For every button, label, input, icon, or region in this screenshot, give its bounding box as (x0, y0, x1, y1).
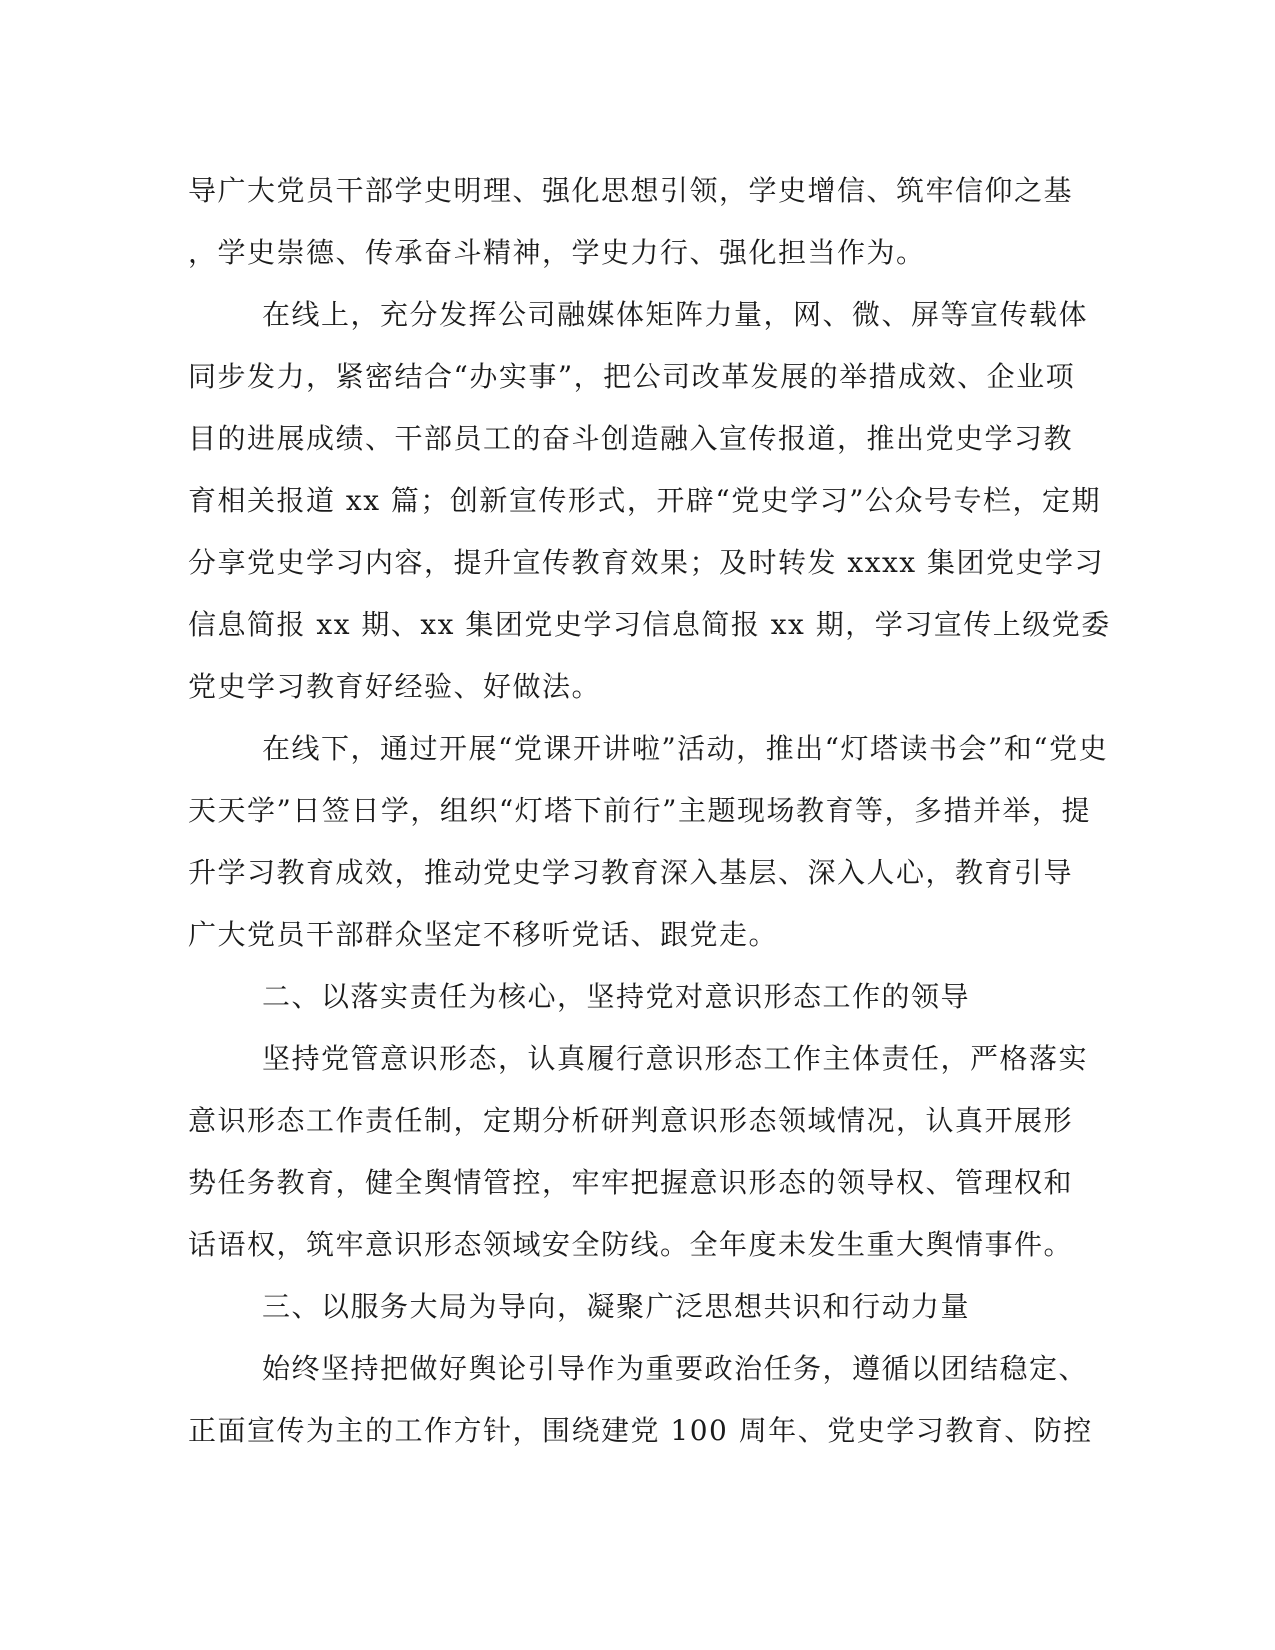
text-line: 党史学习教育好经验、好做法。 (188, 670, 602, 703)
document-body (188, 160, 1111, 1462)
text-line: 分享党史学习内容，提升宣传教育效果；及时转发 xxxx 集团党史学习 (188, 546, 1104, 579)
text-line: 三、以服务大局为导向，凝聚广泛思想共识和行动力量 (262, 1290, 971, 1323)
text-line: 天天学”日签日学，组织“灯塔下前行”主题现场教育等，多措并举，提 (188, 794, 1091, 827)
text-line: 正面宣传为主的工作方针，围绕建党 100 周年、党史学习教育、防控 (188, 1414, 1093, 1447)
text-line: 二、以落实责任为核心，坚持党对意识形态工作的领导 (262, 980, 971, 1013)
text-line: 在线上，充分发挥公司融媒体矩阵力量，网、微、屏等宣传载体 (262, 298, 1089, 331)
text-line: 意识形态工作责任制，定期分析研判意识形态领域情况，认真开展形 (188, 1104, 1074, 1137)
text-line: 坚持党管意识形态，认真履行意识形态工作主体责任，严格落实 (262, 1042, 1089, 1075)
text-line: 话语权，筑牢意识形态领域安全防线。全年度未发生重大舆情事件。 (188, 1228, 1074, 1261)
text-line: 同步发力，紧密结合“办实事”，把公司改革发展的举措成效、企业项 (188, 360, 1076, 393)
text-line: 信息简报 xx 期、xx 集团党史学习信息简报 xx 期，学习宣传上级党委 (188, 608, 1111, 641)
text-line: 目的进展成绩、干部员工的奋斗创造融入宣传报道，推出党史学习教 (188, 422, 1074, 455)
text-line: 势任务教育，健全舆情管控，牢牢把握意识形态的领导权、管理权和 (188, 1166, 1074, 1199)
text-line: 育相关报道 xx 篇；创新宣传形式，开辟“党史学习”公众号专栏，定期 (188, 484, 1102, 517)
text-line: 始终坚持把做好舆论引导作为重要政治任务，遵循以团结稳定、 (262, 1352, 1089, 1385)
text-line: 广大党员干部群众坚定不移听党话、跟党走。 (188, 918, 779, 951)
text-line: 导广大党员干部学史明理、强化思想引领，学史增信、筑牢信仰之基 (188, 174, 1074, 207)
text-line: ，学史崇德、传承奋斗精神，学史力行、强化担当作为。 (188, 236, 926, 269)
text-line: 在线下，通过开展“党课开讲啦”活动，推出“灯塔读书会”和“党史 (262, 732, 1109, 765)
text-line: 升学习教育成效，推动党史学习教育深入基层、深入人心，教育引导 (188, 856, 1074, 889)
